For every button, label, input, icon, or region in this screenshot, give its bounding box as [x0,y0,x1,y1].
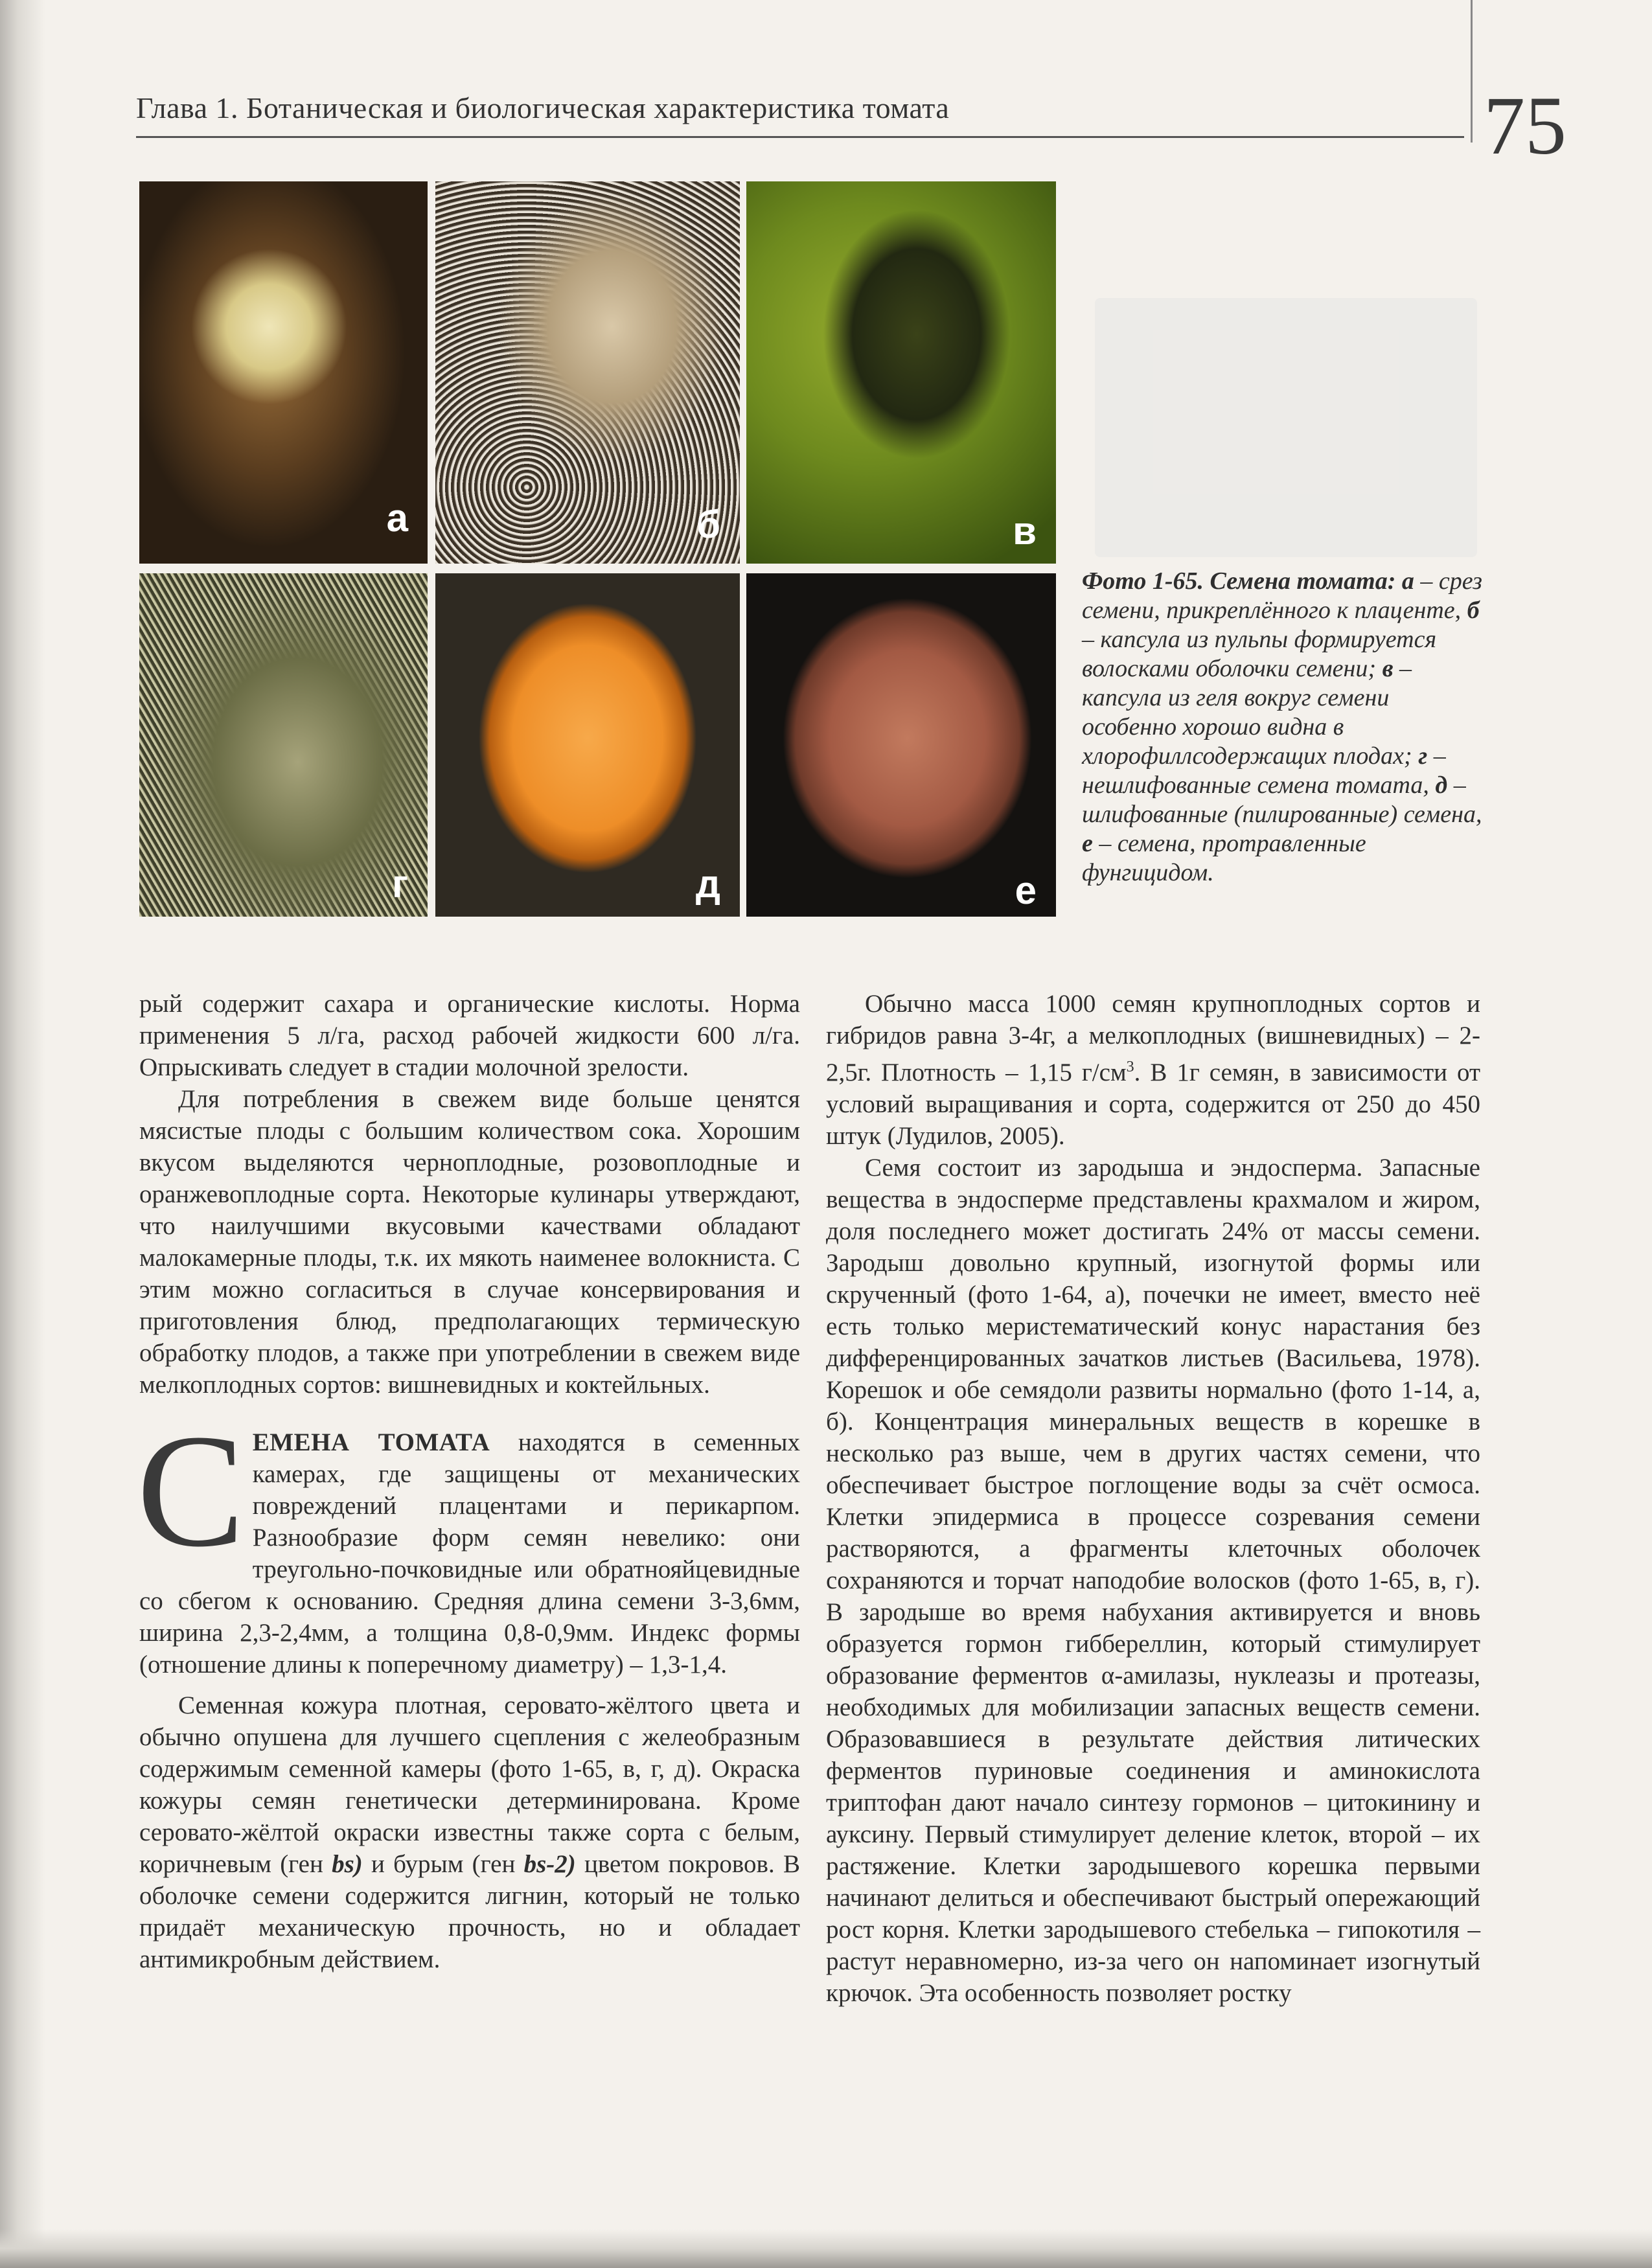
photo-g-unpolished-seeds [139,573,428,917]
photo-v-gel-capsule [746,181,1056,564]
header-rule [136,136,1464,138]
seeds-section [137,1401,800,1680]
caption-key-e: е [1082,830,1093,857]
photo-label-g: г [392,862,408,906]
drop-cap: С [137,1401,245,1581]
left-text-column [139,988,800,1975]
left-paragraph-4 [139,1690,800,1975]
page-header [136,91,1464,143]
left-paragraph-4-text-c: цветом покровов. В оболочке семени содержится лигнин, который не только придаёт механическую прочность, но и обладает антимикробным действием. [139,1850,800,1973]
caption-text-g: – нешлифованные семена томата, [1082,742,1446,799]
caption-text-v: – капсула из геля вокруг семени особенно хорошо видна в хлорофиллсодержащих плодах; [1082,655,1412,770]
photo-label-a: а [386,496,408,540]
right-text-column [826,988,1480,2009]
caption-key-a: а [1401,567,1414,595]
page-number: 75 [1484,80,1566,172]
section-lead-in: ЕМЕНА ТОМАТА [252,1428,490,1456]
caption-text-e: – семена, протравленные фунгицидом. [1082,830,1366,886]
caption-text-b: – капсула из пульпы формируется волосками оболочки семени; [1082,626,1437,682]
left-paragraph-3 [137,1401,800,1680]
density-unit-superscript: 3 [1126,1059,1134,1075]
left-paragraph-3-text: находятся в семенных камерах, где защищены от механических повреждений плацентами и перикарпом. Разнообразие форм семян невелико: они треугольно-почковидные или обратнояйцевидные со сбегом к основанию. Средняя длина семени 3-3,6мм, ширина 2,3-2,4мм, а толщина 0,8-0,9мм. Индекс формы (отношение длины к поперечному диаметру) – 1,3-1,4. [139,1428,800,1678]
caption-key-v: в [1382,655,1394,682]
caption-title: Фото 1-65. Семена томата: [1082,567,1396,595]
running-head: Глава 1. Ботаническая и биологическая характеристика томата [136,91,950,124]
gene-bs: bs) [332,1850,363,1878]
caption-key-b: б [1467,597,1480,624]
left-paragraph-1: рый содержит сахара и органические кислоты. Норма применения 5 л/га, расход рабочей жидкости 600 л/га. Опрыскивать следует в стадии молочной зрелости. [139,990,800,1081]
photo-caption [1082,567,1484,888]
caption-text-d: – шлифованные (пилированные) семена, [1082,772,1482,828]
left-paragraph-2: Для потребления в свежем виде больше ценятся мясистые плоды с большим количеством сока. Хорошим вкусом выделяются черноплодные, розовоплодные и оранжевоплодные сорта. Некоторые кулинары утверждают, что наилучшими вкусовыми качествами обладают малокамерные плоды, т.к. их мякоть наименее волокниста. С этим можно согласиться в случае консервирования и приготовления блюд, предполагающих термическую обработку плодов, а также при употреблении в свежем виде мелкоплодных сортов: вишневидных и коктейльных. [139,1085,800,1399]
photo-b-pulp-capsule [435,181,740,564]
photo-a-seed-section [139,181,428,564]
right-paragraph-1 [826,988,1480,1152]
caption-key-d: д [1435,772,1448,799]
photo-d-polished-seeds [435,573,740,917]
right-paragraph-2: Семя состоит из зародыша и эндосперма. Запасные вещества в эндосперме представлены крахмалом и жиром, доля последнего может достигать 24% от массы семени. Зародыш довольно крупный, изогнутой формы или скрученный (фото 1-64, а), почечки не имеет, вместо неё есть только меристематический конус нарастания без дифференцированных зачатков листьев (Васильева, 1978). Корешок и обе семядоли развиты нормально (фото 1-14, а, б). Концентрация минеральных веществ в корешке в несколько раз выше, чем в других частях семени, что обеспечивает быстрое поглощение воды за счёт осмоса. Клетки эпидермиса в процессе созревания семени растворяются, а фрагменты клеточных оболочек сохраняются и торчат наподобие волосков (фото 1-65, в, г). В зародыше во время набухания активируется и вновь образуется гормон гиббереллин, который стимулирует образование ферментов α-амилазы, нуклеазы и протеазы, необходимых для мобилизации запасных веществ семени. Образовавшиеся в результате действия литических ферментов пуриновые соединения и аминокислота триптофан дают начало синтезу гормонов – цитокинину и ауксину. Первый стимулирует деление клеток, второй – их растяжение. Клетки зародышевого корешка первыми начинают делиться и обеспечивают быстрый опережающий рост корня. Клетки зародышевого стебелька – гипокотиля – растут неравномерно, из-за чего он напоминает изогнутый крючок. Эта особенность позволяет ростку [826,1154,1480,2007]
left-paragraph-4-text-b: и бурым (ген [362,1850,524,1878]
photo-label-e: е [1015,869,1037,912]
bottom-shadow [0,2229,1652,2268]
caption-text-a: – срез семени, прикреплённого к плаценте, [1082,567,1482,624]
right-paragraph-1-text-b: . В 1г семян, в зависимости от условий выращивания и сорта, содержится от 250 до 450 штук (Лудилов, 2005). [826,1059,1480,1150]
right-paragraph-1-text-a: Обычно масса 1000 семян крупноплодных сортов и гибридов равна 3-4г, а мелкоплодных (вишневидных) – 2-2,5г. Плотность – 1,15 г/см [826,990,1480,1086]
left-paragraph-4-text-a: Семенная кожура плотная, серовато-жёлтого цвета и обычно опушена для лучшего сцепления с желеобразным содержимым семенной камеры (фото 1-65, в, г, д). Окраска кожуры семян генетически детерминирована. Кроме серовато-жёлтой окраски известны также сорта с белым, коричневым (ген [139,1691,800,1878]
bleed-through-artifact [1095,298,1477,557]
photo-e-treated-seeds [746,573,1056,917]
gene-bs-2: bs-2) [523,1850,576,1878]
vertical-rule [1471,0,1473,143]
photo-label-v: в [1013,509,1037,553]
caption-key-g: г [1418,742,1428,770]
photo-label-d: д [695,862,720,906]
photo-label-b: б [696,503,720,546]
spine-shadow [0,0,45,2268]
